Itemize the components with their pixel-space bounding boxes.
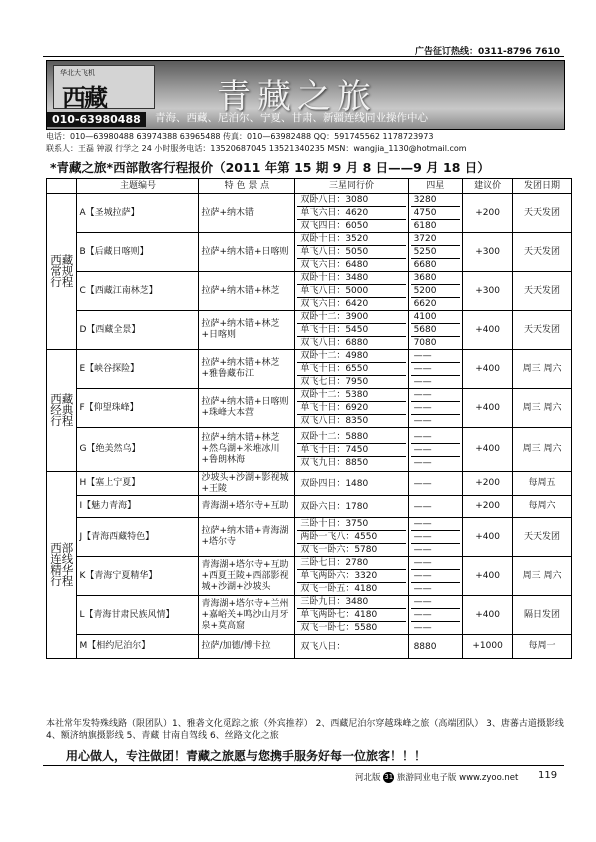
banner-subtitle: 青海、西藏、尼泊尔、宁夏、甘肃、新疆连线同业操作中心 [155, 112, 428, 124]
banner-phone: 010-63980488 [47, 112, 146, 127]
footer-note: 本社常年发特殊线路（限团队）1、雅砻文化觅踪之旅（外宾推荐） 2、西藏尼泊尔穿越珠峰之旅（高端团队） 3、唐蕃古道摄影线 4、额济纳旗摄影线 5、青藏 甘南自驾线 6、丝路文化之旅 [46, 719, 564, 741]
four-star-list [408, 518, 462, 557]
four-star-list [408, 389, 462, 428]
price-item: 双卧十日：3480 [297, 272, 405, 285]
four-star-item: 4100 [411, 311, 460, 324]
suggested-price: +400 [463, 428, 513, 472]
price-item: 单飞两卧七：4180 [297, 609, 405, 622]
price-item: 双卧十二：3900 [297, 311, 405, 324]
group-label: 西藏经典行程 [47, 350, 77, 472]
route-spots: 拉萨+纳木错+林芝 [199, 272, 295, 311]
price-item: 双卧四日：1480 [300, 478, 369, 489]
four-star-item: —— [413, 501, 432, 512]
price-list [295, 350, 408, 389]
price-item: 双飞一卧六：5780 [300, 545, 378, 555]
four-star-item: —— [411, 518, 460, 531]
table-row [47, 596, 572, 635]
route-spots: 青海湖+塔尔寺+兰州+嘉峪关+鸣沙山月牙泉+莫高窟 [199, 596, 295, 635]
header-group [47, 179, 77, 194]
route-code: F【仰望珠峰】 [77, 389, 199, 428]
table-row [47, 311, 572, 350]
slogan: 用心做人，专注做团！青藏之旅愿与您携手服务好每一位旅客！！！ [66, 749, 427, 763]
logo [53, 65, 155, 112]
price-item: 单飞两卧六：3320 [297, 570, 405, 583]
group-label: 西藏常规行程 [47, 194, 77, 350]
four-star-item: 5200 [411, 285, 460, 298]
departure-date: 每周一 [513, 635, 572, 659]
departure-date: 天天发团 [513, 311, 572, 350]
four-star-list [408, 194, 462, 233]
logo-small-text: 华北大飞机 [60, 69, 95, 77]
price-item: 双飞七日：7950 [300, 377, 369, 387]
table-row [47, 428, 572, 472]
price-item: 双飞六日：6480 [300, 260, 369, 270]
route-spots: 拉萨+纳木错+林芝+然乌湖+米堆冰川+鲁朗林海 [199, 428, 295, 472]
four-star-item: 7080 [413, 338, 437, 348]
route-spots: 拉萨+纳木错+日喀则 [199, 233, 295, 272]
four-star-item: —— [413, 457, 432, 468]
four-star-list [408, 557, 462, 596]
suggested-price: +400 [463, 350, 513, 389]
route-spots: 拉萨+纳木错+林芝+雅鲁藏布江 [199, 350, 295, 389]
price-item: 单飞八日：5000 [297, 285, 405, 298]
table-row [47, 350, 572, 389]
document-title: *青藏之旅*西部散客行程报价（2011 年第 15 期 9 月 8 日——9 月 18 日） [50, 160, 490, 175]
price-list [295, 635, 408, 659]
departure-date: 天天发团 [513, 194, 572, 233]
four-star-item: 4750 [411, 207, 460, 220]
publisher-edition: 河北版 [355, 773, 381, 783]
four-star-item: 5680 [411, 324, 460, 337]
publisher-badge: 31 [384, 773, 394, 781]
four-star-list [408, 233, 462, 272]
price-item: 双卧六日：1780 [300, 501, 369, 512]
departure-date: 天天发团 [513, 233, 572, 272]
suggested-price: +400 [463, 596, 513, 635]
route-spots: 拉萨/加德/博卡拉 [199, 635, 295, 659]
price-item: 双卧十二：4980 [297, 350, 405, 363]
four-star-item: 6620 [413, 299, 437, 309]
price-item: 单飞十日：5450 [297, 324, 405, 337]
departure-date: 隔日发团 [513, 596, 572, 635]
table-row [47, 557, 572, 596]
route-code: K【青海宁夏精华】 [77, 557, 199, 596]
price-item: 双卧十日：3520 [297, 233, 405, 246]
departure-date: 周三 周六 [513, 389, 572, 428]
route-code: M【相约尼泊尔】 [77, 635, 199, 659]
four-star-item: 3680 [411, 272, 460, 285]
header-date: 发团日期 [513, 179, 572, 194]
logo-text: 西藏 [62, 83, 106, 112]
four-star-item: —— [411, 557, 460, 570]
banner [46, 60, 565, 130]
departure-date: 天天发团 [513, 518, 572, 557]
four-star-list [408, 311, 462, 350]
four-star-item: —— [413, 478, 432, 489]
price-item: 双飞八日：6880 [300, 338, 369, 348]
route-code: H【塞上宁夏】 [77, 472, 199, 496]
price-item: 两卧一飞八：4550 [297, 531, 405, 544]
four-star-item: —— [413, 584, 432, 594]
route-code: I【魅力青海】 [77, 496, 199, 518]
four-star-item: —— [411, 350, 460, 363]
four-star-list [408, 496, 462, 518]
departure-date: 天天发团 [513, 272, 572, 311]
price-item: 双飞八日： [300, 641, 346, 652]
route-spots: 拉萨+纳木错+林芝+日喀则 [199, 311, 295, 350]
price-list [295, 428, 408, 472]
table-row [47, 272, 572, 311]
four-star-item: —— [411, 402, 460, 415]
departure-date: 每周五 [513, 472, 572, 496]
price-item: 双卧十二：5380 [297, 389, 405, 402]
price-list [295, 496, 408, 518]
suggested-price: +200 [463, 496, 513, 518]
hotline-text: 广告征订热线：0311-8796 7610 [414, 47, 560, 57]
price-list [295, 518, 408, 557]
price-item: 三卧七日：2780 [297, 557, 405, 570]
four-star-list [408, 428, 462, 472]
route-spots: 拉萨+纳木错+日喀则+珠峰大本营 [199, 389, 295, 428]
header-price: 三星同行价 [295, 179, 408, 194]
route-spots: 青海湖+塔尔寺+互助 [199, 496, 295, 518]
four-star-item: —— [411, 531, 460, 544]
publisher-line [355, 771, 518, 783]
table-row [47, 233, 572, 272]
price-list [295, 194, 408, 233]
four-star-item: —— [413, 377, 432, 387]
price-item: 单飞十日：6550 [297, 363, 405, 376]
price-item: 单飞八日：5050 [297, 246, 405, 259]
price-item: 双飞八日：8350 [300, 416, 369, 426]
suggested-price: +400 [463, 389, 513, 428]
table-row [47, 496, 572, 518]
table-row [47, 194, 572, 233]
price-item: 双飞六日：6420 [300, 299, 369, 309]
price-item: 双飞九日：8850 [300, 457, 369, 468]
suggested-price: +1000 [463, 635, 513, 659]
route-code: G【绝美然乌】 [77, 428, 199, 472]
four-star-item: 3720 [411, 233, 460, 246]
group-label: 西部连线精华行程 [47, 472, 77, 659]
four-star-item: —— [411, 609, 460, 622]
four-star-list [408, 635, 462, 659]
suggested-price: +400 [463, 518, 513, 557]
four-star-item: —— [411, 444, 460, 457]
four-star-item: —— [411, 431, 460, 444]
suggested-price: +200 [463, 472, 513, 496]
price-item: 三卧九日：3480 [297, 596, 405, 609]
suggested-price: +200 [463, 194, 513, 233]
header-suggest: 建议价 [463, 179, 513, 194]
price-list [295, 472, 408, 496]
banner-title: 青藏之旅 [217, 77, 377, 117]
price-item: 三卧十日：3750 [297, 518, 405, 531]
table-row [47, 518, 572, 557]
four-star-item: 6680 [413, 260, 437, 270]
route-code: E【峡谷探险】 [77, 350, 199, 389]
route-spots: 青海湖+塔尔寺+互助+西夏王陵+西部影视城+沙湖+沙坡头 [199, 557, 295, 596]
price-item: 单飞十日：7450 [297, 444, 405, 457]
route-code: D【西藏全景】 [77, 311, 199, 350]
header-four-star: 四星 [408, 179, 462, 194]
four-star-item: —— [411, 570, 460, 583]
four-star-list [408, 350, 462, 389]
route-code: J【青海西藏特色】 [77, 518, 199, 557]
four-star-item: —— [411, 596, 460, 609]
four-star-item: 6180 [413, 221, 437, 231]
price-list [295, 596, 408, 635]
four-star-list [408, 596, 462, 635]
price-list [295, 557, 408, 596]
table-row [47, 472, 572, 496]
price-item: 双飞一卧七：5580 [300, 623, 378, 633]
four-star-list [408, 472, 462, 496]
price-item: 单飞十日：6920 [297, 402, 405, 415]
price-item: 双卧八日：3080 [297, 194, 405, 207]
route-code: L【青海甘肃民族风情】 [77, 596, 199, 635]
suggested-price: +400 [463, 311, 513, 350]
header-spots: 特 色 景 点 [199, 179, 295, 194]
route-code: B【后藏日喀则】 [77, 233, 199, 272]
bottom-rule [43, 765, 564, 766]
departure-date: 每周六 [513, 496, 572, 518]
table-row [47, 389, 572, 428]
suggested-price: +300 [463, 272, 513, 311]
price-item: 单飞六日：4620 [297, 207, 405, 220]
four-star-item: —— [411, 363, 460, 376]
four-star-list [408, 272, 462, 311]
price-list [295, 389, 408, 428]
four-star-item: —— [413, 416, 432, 426]
publisher-site: 旅游同业电子版 www.zyoo.net [396, 773, 519, 783]
price-item: 双飞一卧五：4180 [300, 584, 378, 594]
price-list [295, 311, 408, 350]
contact-line-1: 电话：010—63980488 63974388 63965488 传真：010—63982488 QQ：591745562 1178723973 [46, 132, 434, 141]
header-code: 主题编号 [77, 179, 199, 194]
top-rule [43, 56, 564, 57]
price-item: 双卧十二：5880 [297, 431, 405, 444]
price-list [295, 233, 408, 272]
table-row [47, 635, 572, 659]
route-spots: 沙坡头+沙湖+影视城+王陵 [199, 472, 295, 496]
four-star-item: —— [413, 623, 432, 633]
four-star-item: 5250 [411, 246, 460, 259]
price-list [295, 272, 408, 311]
route-code: C【西藏江南林芝】 [77, 272, 199, 311]
departure-date: 周三 周六 [513, 428, 572, 472]
four-star-item: —— [411, 389, 460, 402]
page-number: 119 [538, 770, 558, 781]
contact-line-2: 联系人：王磊 钟淑 行学之 24 小时服务电话：13520687045 13521340235 MSN：wangjia_1130@hotmail.com [46, 144, 467, 153]
route-spots: 拉萨+纳木错 [199, 194, 295, 233]
price-item: 双飞四日：6050 [300, 221, 369, 231]
table-header-row [47, 179, 572, 194]
route-code: A【圣城拉萨】 [77, 194, 199, 233]
departure-date: 周三 周六 [513, 557, 572, 596]
four-star-item: 3280 [411, 194, 460, 207]
departure-date: 周三 周六 [513, 350, 572, 389]
schedule-table [46, 178, 572, 659]
route-spots: 拉萨+纳木错+青海湖+塔尔寺 [199, 518, 295, 557]
suggested-price: +300 [463, 233, 513, 272]
suggested-price: +400 [463, 557, 513, 596]
four-star-item: —— [413, 545, 432, 555]
four-star-item: 8880 [413, 641, 437, 652]
